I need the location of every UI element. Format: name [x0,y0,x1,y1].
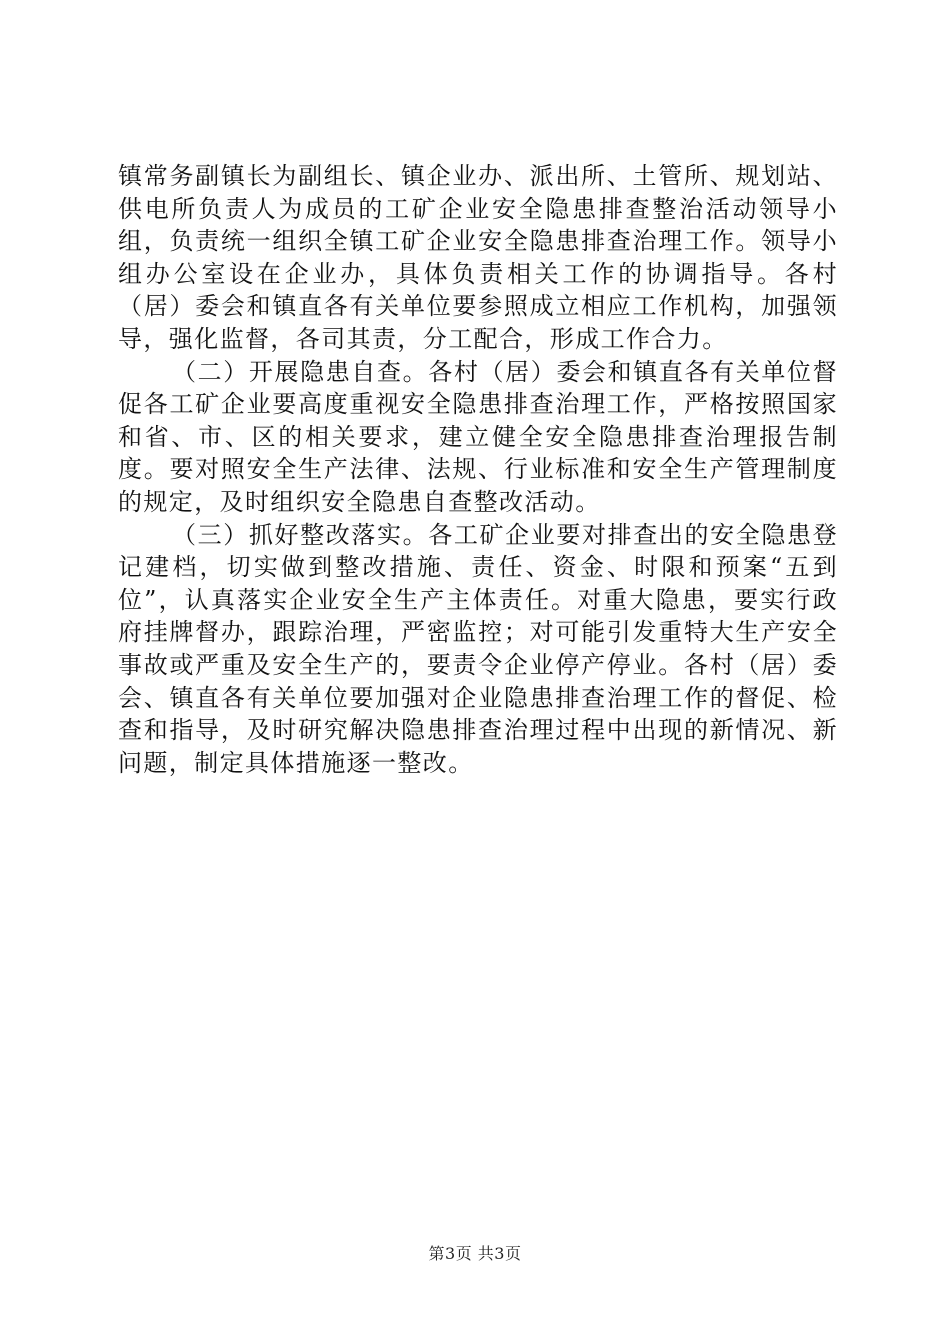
page-number-footer: 第3页 共3页 [428,1244,522,1263]
paragraph-rectification: （三）抓好整改落实。各工矿企业要对排查出的安全隐患登记建档，切实做到整改措施、责任、资金、时限和预案“五到位”，认真落实企业安全生产主体责任。对重大隐患，要实行政府挂牌督办，跟踪治理，严密监控；对可能引发重特大生产安全事故或严重及安全生产的，要责令企业停产停业。各村（居）委会、镇直各有关单位要加强对企业隐患排查治理工作的督促、检查和指导，及时研究解决隐患排查治理过程中出现的新情况、新问题，制定具体措施逐一整改。 [118,520,838,777]
paragraph-self-inspection: （二）开展隐患自查。各村（居）委会和镇直各有关单位督促各工矿企业要高度重视安全隐患排查治理工作，严格按照国家和省、市、区的相关要求，建立健全安全隐患排查治理报告制度。要对照安全生产法律、法规、行业标准和安全生产管理制度的规定，及时组织安全隐患自查整改活动。 [118,357,838,516]
paragraph-leading-group: 镇常务副镇长为副组长、镇企业办、派出所、土管所、规划站、供电所负责人为成员的工矿企业安全隐患排查整治活动领导小组，负责统一组织全镇工矿企业安全隐患排查治理工作。领导小组办公室设在企业办，具体负责相关工作的协调指导。各村（居）委会和镇直各有关单位要参照成立相应工作机构，加强领导，强化监督，各司其责，分工配合，形成工作合力。 [118,162,838,353]
document-body [118,160,838,779]
